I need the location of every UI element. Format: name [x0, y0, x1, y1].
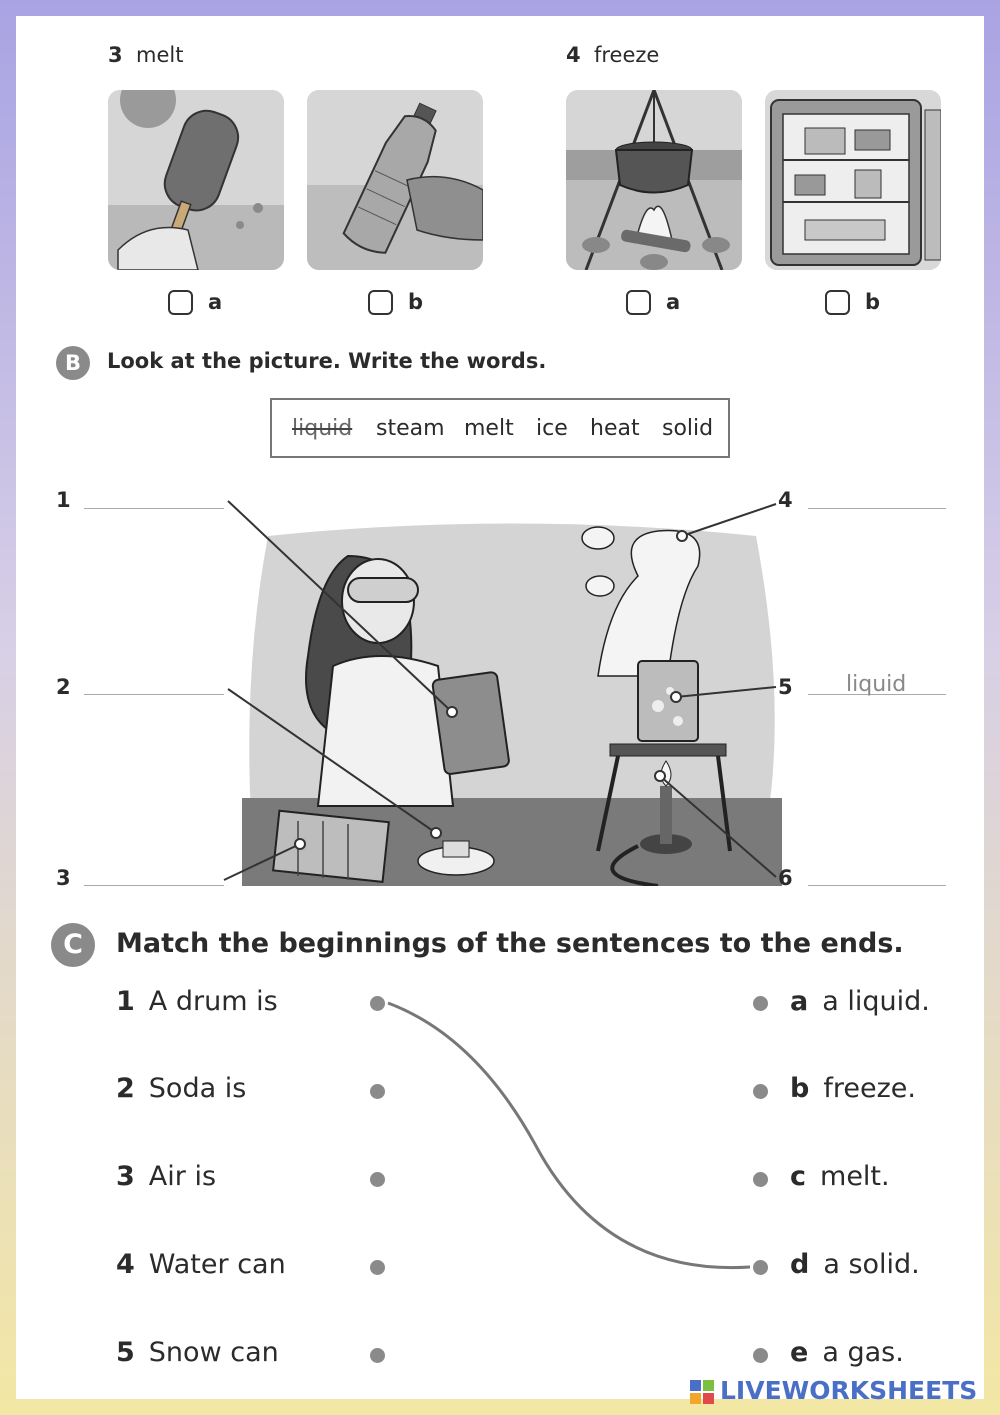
beginning-2-dot[interactable]	[370, 1084, 385, 1099]
label-4-answer-line[interactable]	[808, 508, 946, 509]
beginning-5: 5 Snow can	[116, 1337, 279, 1368]
beginning-4: 4 Water can	[116, 1249, 286, 1280]
end-b-dot[interactable]	[753, 1084, 768, 1099]
beginning-1-dot[interactable]	[370, 996, 385, 1011]
end-d: d a solid.	[790, 1249, 920, 1280]
label-6-answer-line[interactable]	[808, 885, 946, 886]
question-3-label: 3 melt	[108, 43, 184, 67]
q3-option-b-label: b	[408, 290, 424, 314]
word-bank-item-heat: heat	[590, 416, 640, 441]
end-a-dot[interactable]	[753, 996, 768, 1011]
worksheet-page	[16, 16, 984, 1399]
q4-option-a-label: a	[666, 290, 681, 314]
word-bank-item-steam: steam	[376, 416, 445, 441]
label-5-answer: liquid	[846, 672, 907, 697]
label-2-number: 2	[56, 675, 71, 699]
label-2-answer-line[interactable]	[84, 694, 224, 695]
label-5-number: 5	[778, 675, 793, 699]
word-bank-item-melt: melt	[464, 416, 514, 441]
section-c-instruction: Match the beginnings of the sentences to the ends.	[116, 928, 904, 959]
beginning-2: 2 Soda is	[116, 1073, 247, 1104]
end-b: b freeze.	[790, 1073, 916, 1104]
q3-option-a-label: a	[208, 290, 223, 314]
word-bank-item-liquid: liquid	[292, 416, 353, 441]
label-1-answer-line[interactable]	[84, 508, 224, 509]
end-e: e a gas.	[790, 1337, 904, 1368]
liveworksheets-logo	[690, 1376, 990, 1410]
end-c-dot[interactable]	[753, 1172, 768, 1187]
label-3-number: 3	[56, 866, 71, 890]
label-3-answer-line[interactable]	[84, 885, 224, 886]
section-b-badge: B	[56, 346, 90, 380]
word-bank-item-solid: solid	[662, 416, 714, 441]
q4-option-b-label: b	[865, 290, 881, 314]
question-4-label: 4 freeze	[566, 43, 660, 67]
end-c: c melt.	[790, 1161, 890, 1192]
label-4-number: 4	[778, 488, 793, 512]
end-d-dot[interactable]	[753, 1260, 768, 1275]
liveworksheets-text: LIVEWORKSHEETS	[720, 1376, 978, 1405]
liveworksheets-icon	[690, 1380, 714, 1404]
section-c-badge: C	[51, 923, 95, 967]
word-bank-item-ice: ice	[536, 416, 568, 441]
end-a: a a liquid.	[790, 986, 930, 1017]
beginning-3-dot[interactable]	[370, 1172, 385, 1187]
beginning-5-dot[interactable]	[370, 1348, 385, 1363]
end-e-dot[interactable]	[753, 1348, 768, 1363]
beginning-3: 3 Air is	[116, 1161, 217, 1192]
label-6-number: 6	[778, 866, 793, 890]
label-1-number: 1	[56, 488, 71, 512]
section-b-instruction: Look at the picture. Write the words.	[107, 349, 547, 373]
beginning-4-dot[interactable]	[370, 1260, 385, 1275]
beginning-1: 1 A drum is	[116, 986, 278, 1017]
